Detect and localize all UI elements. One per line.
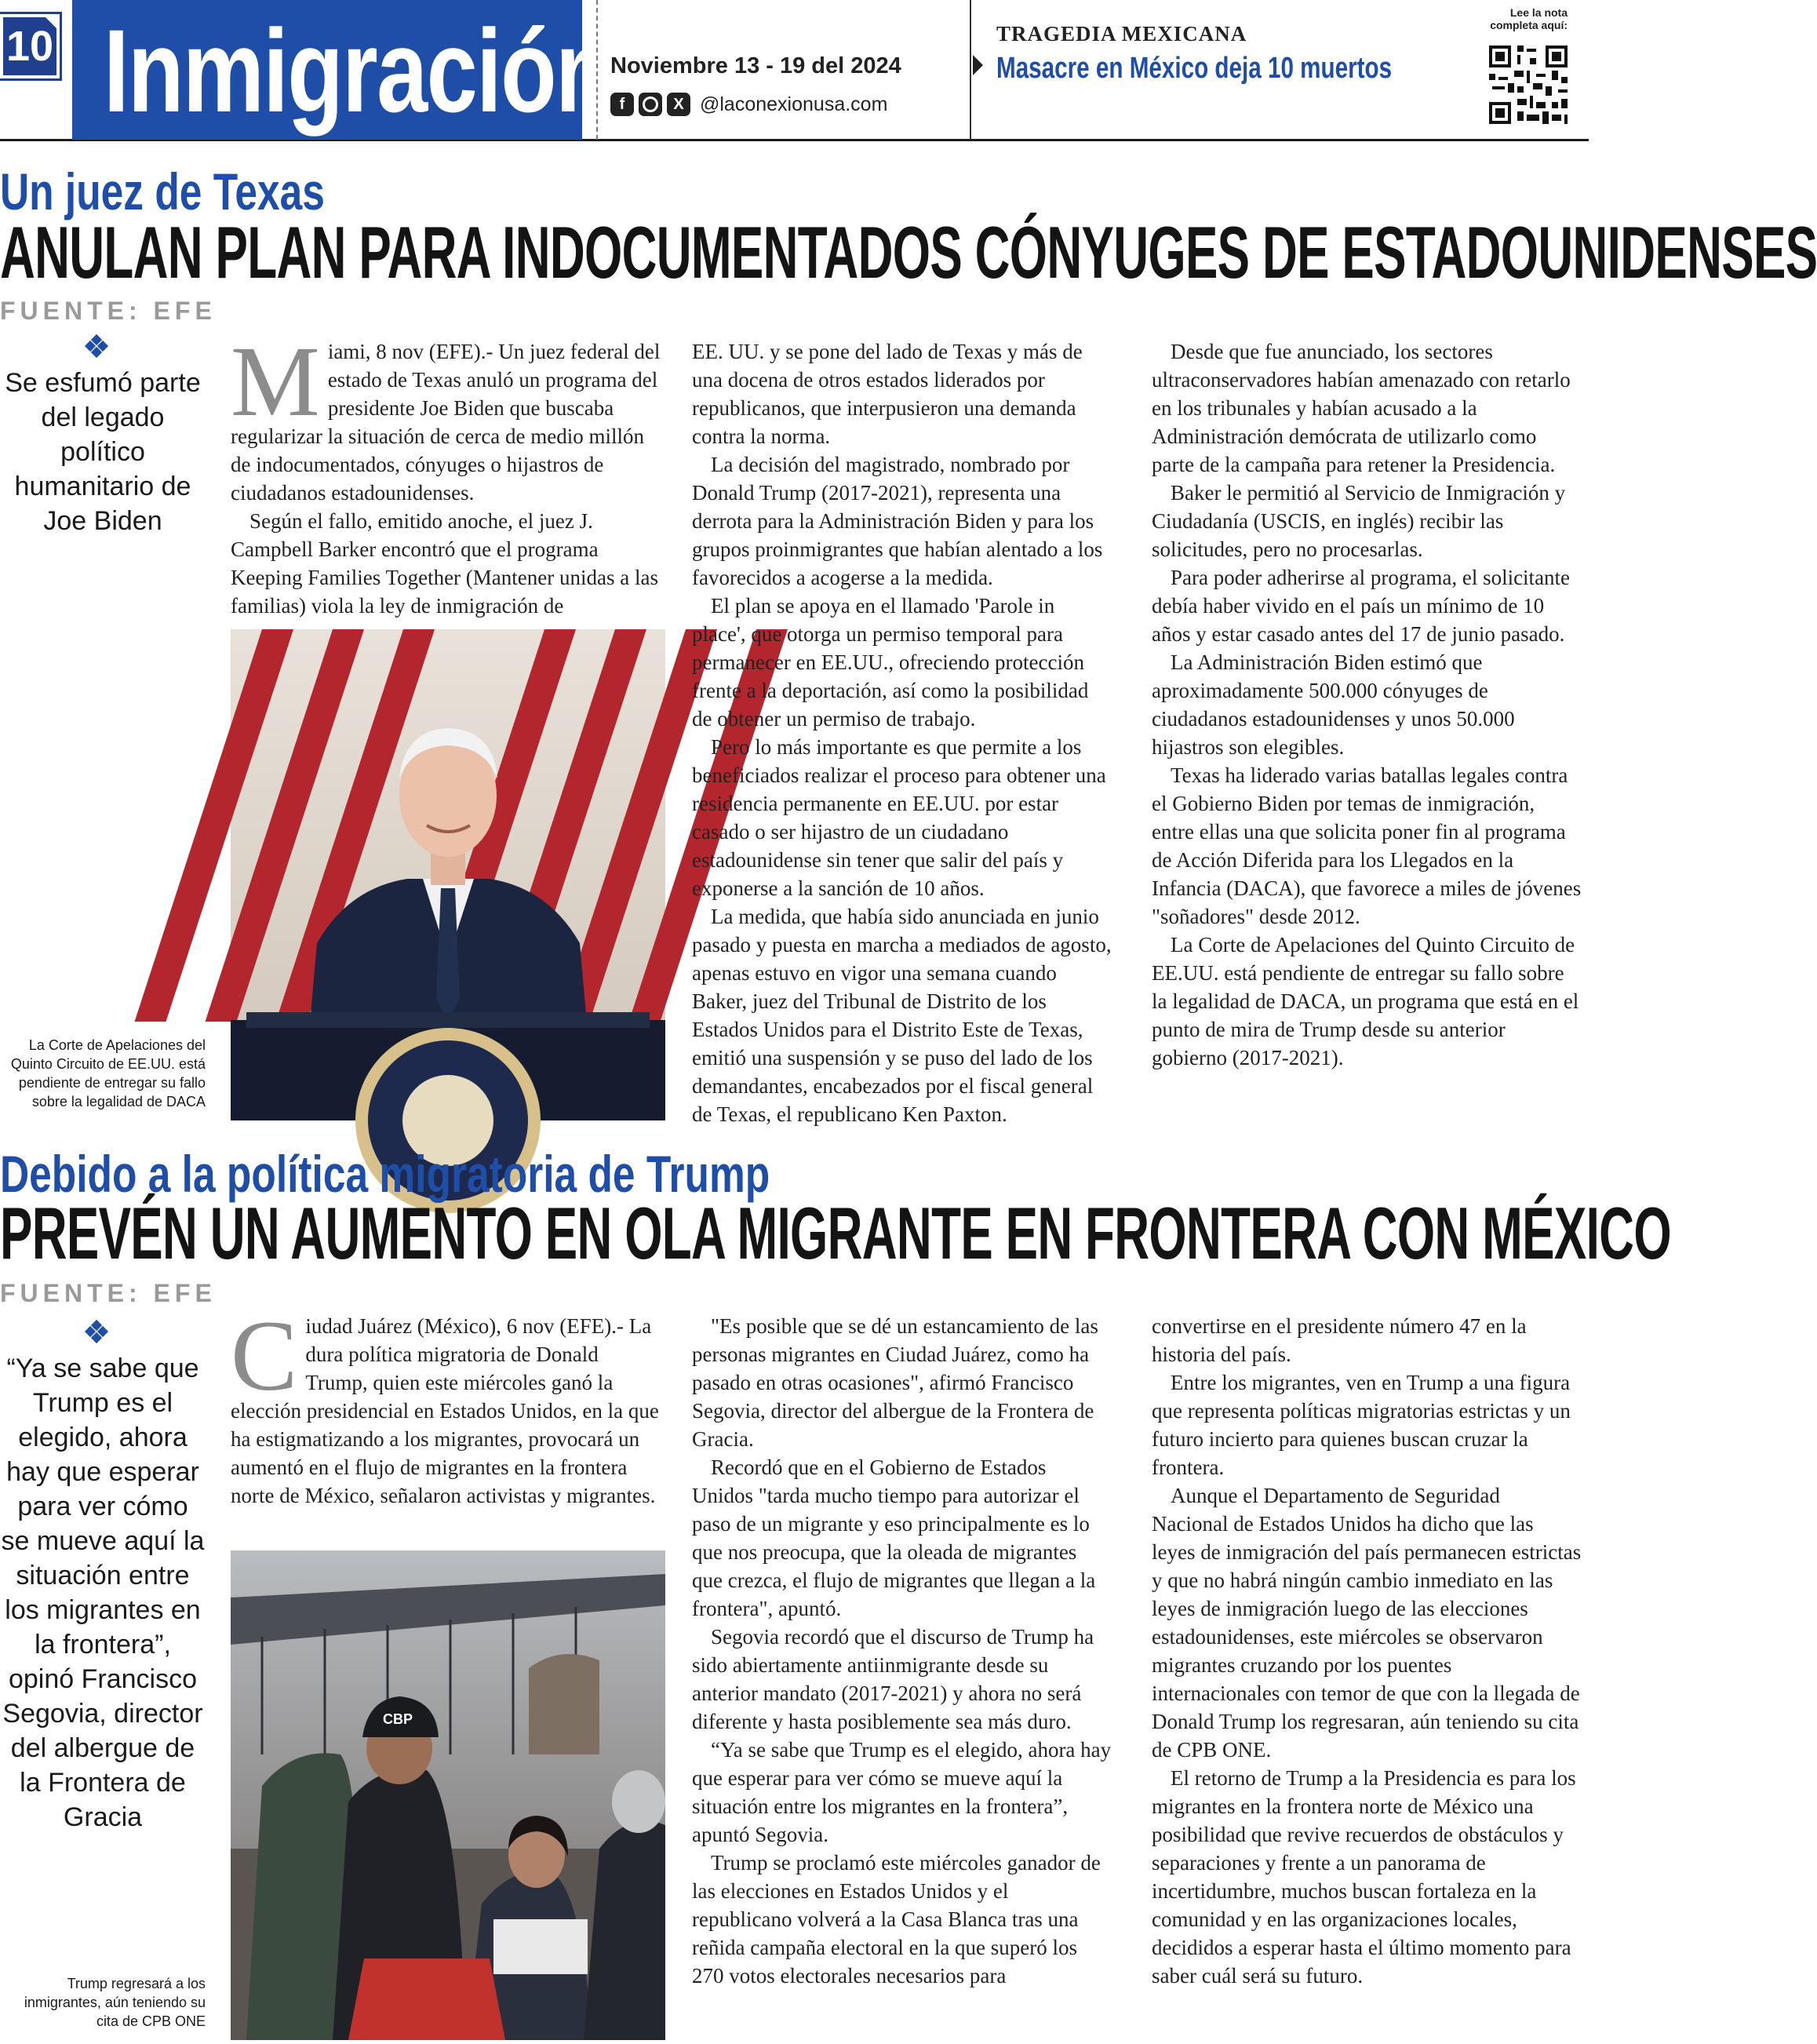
article1-column-3 (1152, 337, 1582, 1072)
article1-column-2 (692, 337, 1112, 1128)
header-divider-solid (970, 0, 971, 140)
instagram-icon[interactable] (639, 93, 662, 116)
page-number-text: 10 (5, 23, 54, 70)
cbp-cap-text: CBP (383, 1711, 413, 1727)
article1-paragraph: Desde que fue anunciado, los sectores ultraconservadores habían amenazado con retarlo en los tribunales y habían acusado a la Administración demócrata de utilizarlo como parte de la campaña para retener la Presidencia. (1152, 340, 1571, 476)
teaser-arrow-icon (973, 55, 983, 75)
article2-paragraph: iudad Juárez (México), 6 nov (EFE).- La dura política migratoria de Donald Trump, quien este miércoles ganó la elección presidencial en Estados Unidos, en la que ha estigmatizando a los migrantes, provocará un aumentó en el flujo de migrantes en la frontera norte de México, señalaron activistas y migrantes. (231, 1314, 659, 1507)
article2-paragraph: "Es posible que se dé un estancamiento de las personas migrantes en Ciudad Juárez, como ha pasado en otras ocasiones", afirmó Francisco Segovia, director del albergue de la Frontera de Gracia. (692, 1314, 1098, 1451)
article2-source: FUENTE: EFE (0, 1279, 217, 1307)
ornament-icon (86, 336, 107, 356)
section-banner (72, 0, 610, 140)
page-number (0, 14, 60, 78)
article1-dropcap: M (231, 326, 320, 437)
article2-column-3 (1152, 1312, 1582, 1990)
article2-column-1 (231, 1300, 661, 1510)
article1-paragraph: Baker le permitió al Servicio de Inmigración y Ciudadanía (USCIS, en inglés) recibir las solicitudes, pero no procesarlas. (1152, 481, 1566, 561)
article2-paragraph: Trump se proclamó este miércoles ganador de las elecciones en Estados Unidos y el republicano volverá a la Casa Blanca tras una reñida campaña electoral en la que superó los 270 votos electorales necesarios para (692, 1851, 1101, 1988)
article2-pullquote: “Ya se sabe que Trump es el elegido, ahora hay que esperar para ver cómo se mueve aquí la situación entre los migrantes en la frontera”, opinó Francisco Segovia, director del albergue de la Frontera de Gracia (1, 1354, 205, 1832)
article2-paragraph: “Ya se sabe que Trump es el elegido, ahora hay que esperar para ver cómo se mueve aquí la situación entre los migrantes en la frontera”, apuntó Segovia. (692, 1738, 1112, 1846)
article2-paragraph: El retorno de Trump a la Presidencia es para los migrantes en la frontera norte de México una posibilidad que revive recuerdos de obstáculos y separaciones y frente a un panorama de incertidumbre, muchos buscan fortaleza en la comunidad y en las organizaciones locales, decididos a esperar hasta el último momento para saber cuál será su futuro. (1152, 1766, 1576, 1988)
article2-paragraph: convertirse en el presidente número 47 en la historia del país. (1152, 1314, 1527, 1366)
facebook-icon[interactable]: f (610, 93, 634, 116)
article2-paragraph: Recordó que en el Gobierno de Estados Unidos "tarda mucho tiempo para autorizar el paso de un migrante y eso principalmente es lo que nos preocupa, que la oleada de migrantes que crezca, el flujo de migrantes que llegan a la frontera", apuntó. (692, 1456, 1096, 1620)
article1-headline: ANULAN PLAN PARA INDOCUMENTADOS CÓNYUGES DE ESTADOUNIDENSES (0, 211, 1817, 293)
article2-photo-caption: Trump regresará a los inmigrantes, aún teniendo su cita de CPB ONE (24, 1976, 206, 2029)
page-header (0, 0, 1589, 141)
social-handle[interactable]: @laconexionusa.com (700, 93, 888, 115)
page-corner-fold (42, 14, 60, 31)
article1-source: FUENTE: EFE (0, 297, 217, 325)
article1-paragraph: La Corte de Apelaciones del Quinto Circuito de EE.UU. está pendiente de entregar su fallo sobre la legalidad de DACA, un programa que está en el punto de mira de Trump desde su anterior gobierno (2017-2021). (1152, 933, 1579, 1069)
article2-dropcap: C (231, 1300, 298, 1412)
teaser-kicker: TRAGEDIA MEXICANA (996, 22, 1247, 46)
article2-column-2 (692, 1312, 1112, 1990)
article1-column-1 (231, 326, 665, 620)
article2-headline: PREVÉN UN AUMENTO EN OLA MIGRANTE EN FRONTERA CON MÉXICO (0, 1192, 1671, 1274)
header-divider-dashed (596, 0, 598, 140)
teaser-headline[interactable]: Masacre en México deja 10 muertos (996, 52, 1393, 85)
article1-paragraph: Pero lo más importante es que permite a los beneficiados realizar el proceso para obtener una residencia permanente en EE.UU. por estar casado o ser hijastro de un ciudadano estadounidense sin tener que salir del país y exponerse a la sanción de 10 años. (692, 735, 1106, 900)
border-migrants-photo (231, 1550, 665, 2040)
article1-paragraph: La Administración Biden estimó que aproximadamente 500.000 cónyuges de ciudadanos estadounidenses y unos 50.000 hijastros son elegibles. (1152, 650, 1515, 759)
article1-paragraph: El plan se apoya en el llamado 'Parole in place', que otorga un permiso temporal para permanecer en EE.UU., ofreciendo protección frente a la deportación, así como la posibilidad de obtener un permiso de trabajo. (692, 594, 1089, 731)
section-title: Inmigración (104, 5, 610, 137)
article1-paragraph: iami, 8 nov (EFE).- Un juez federal del estado de Texas anuló un programa del presidente Joe Biden que buscaba regularizar la situación de cerca de medio millón de indocumentados, cónyuges o hijastros de ciudadanos estadounidenses. (231, 340, 661, 505)
social-links (610, 93, 887, 116)
article1-paragraph: Texas ha liderado varias batallas legales contra el Gobierno Biden por temas de inmigración, entre ellas una que solicita poner fin al programa de Acción Diferida para los Llegados en la Infancia (DACA), que favorece a miles de jóvenes "soñadores" desde 2012. (1152, 763, 1582, 928)
biden-podium-photo (231, 629, 665, 1120)
ornament-icon (86, 1321, 107, 1342)
article1-photo-caption: La Corte de Apelaciones del Quinto Circuito de EE.UU. está pendiente de entregar su fallo sobre la legalidad de DACA (10, 1037, 206, 1109)
biden-photo-illustration (231, 629, 665, 1120)
qr-caption: Lee la nota completa aquí: (1490, 6, 1568, 31)
x-icon[interactable]: X (667, 93, 690, 116)
migrants-photo-illustration (231, 1550, 665, 2040)
article2-paragraph: Entre los migrantes, ven en Trump a una figura que representa políticas migratorias estrictas y un futuro incierto para quienes buscan cruzar la frontera. (1152, 1371, 1571, 1479)
article1-paragraph: Para poder adherirse al programa, el solicitante debía haber vivido en el país un mínimo de 10 años y estar casado antes del 17 de junio pasado. (1152, 566, 1571, 646)
article1-paragraph: Según el fallo, emitido anoche, el juez J. Campbell Barker encontró que el programa Keeping Families Together (Mantener unidas a las familias) viola la ley de inmigración de (231, 509, 658, 618)
article2-paragraph: Segovia recordó que el discurso de Trump ha sido abiertamente antiinmigrante desde su anterior mandato (2017-2021) y ahora no será diferente y hasta posiblemente sea más duro. (692, 1625, 1094, 1733)
issue-date: Noviembre 13 - 19 del 2024 (610, 53, 901, 78)
article2-paragraph: Aunque el Departamento de Seguridad Nacional de Estados Unidos ha dicho que las leyes de inmigración del país permanecen estrictas y que no habrá ningún cambio inmediato en las leyes de inmigración luego de las elecciones estadounidenses, este miércoles se observaron migrantes cruzando por los puentes internacionales con temor de que con la llegada de Donald Trump los regresaran, aún teniendo su cita de CPB ONE. (1152, 1484, 1582, 1762)
article2-kicker: Debido a la política migratoria de Trump (0, 1145, 770, 1203)
article1-paragraph: La decisión del magistrado, nombrado por Donald Trump (2017-2021), representa una derrota para la Administración Biden y para los grupos proinmigrantes que habían alentado a los favorecidos a acogerse a la medida. (692, 453, 1103, 589)
article1-kicker: Un juez de Texas (0, 162, 325, 220)
qr-code-icon[interactable] (1489, 46, 1568, 124)
article1-paragraph: La medida, que había sido anunciada en junio pasado y puesta en marcha a mediados de agosto, apenas estuvo en vigor una semana cuando Baker, juez del Tribunal de Distrito de los Estados Unidos para el Distrito Este de Texas, emitió una suspensión y se puso del lado de los demandantes, encabezados por el fiscal general de Texas, el republicano Ken Paxton. (692, 905, 1112, 1126)
article1-pullquote: Se esfumó parte del legado político humanitario de Joe Biden (5, 368, 201, 536)
article1-paragraph: EE. UU. y se pone del lado de Texas y más de una docena de otros estados liderados por republicanos, que interpusieron una demanda contra la norma. (692, 340, 1083, 448)
